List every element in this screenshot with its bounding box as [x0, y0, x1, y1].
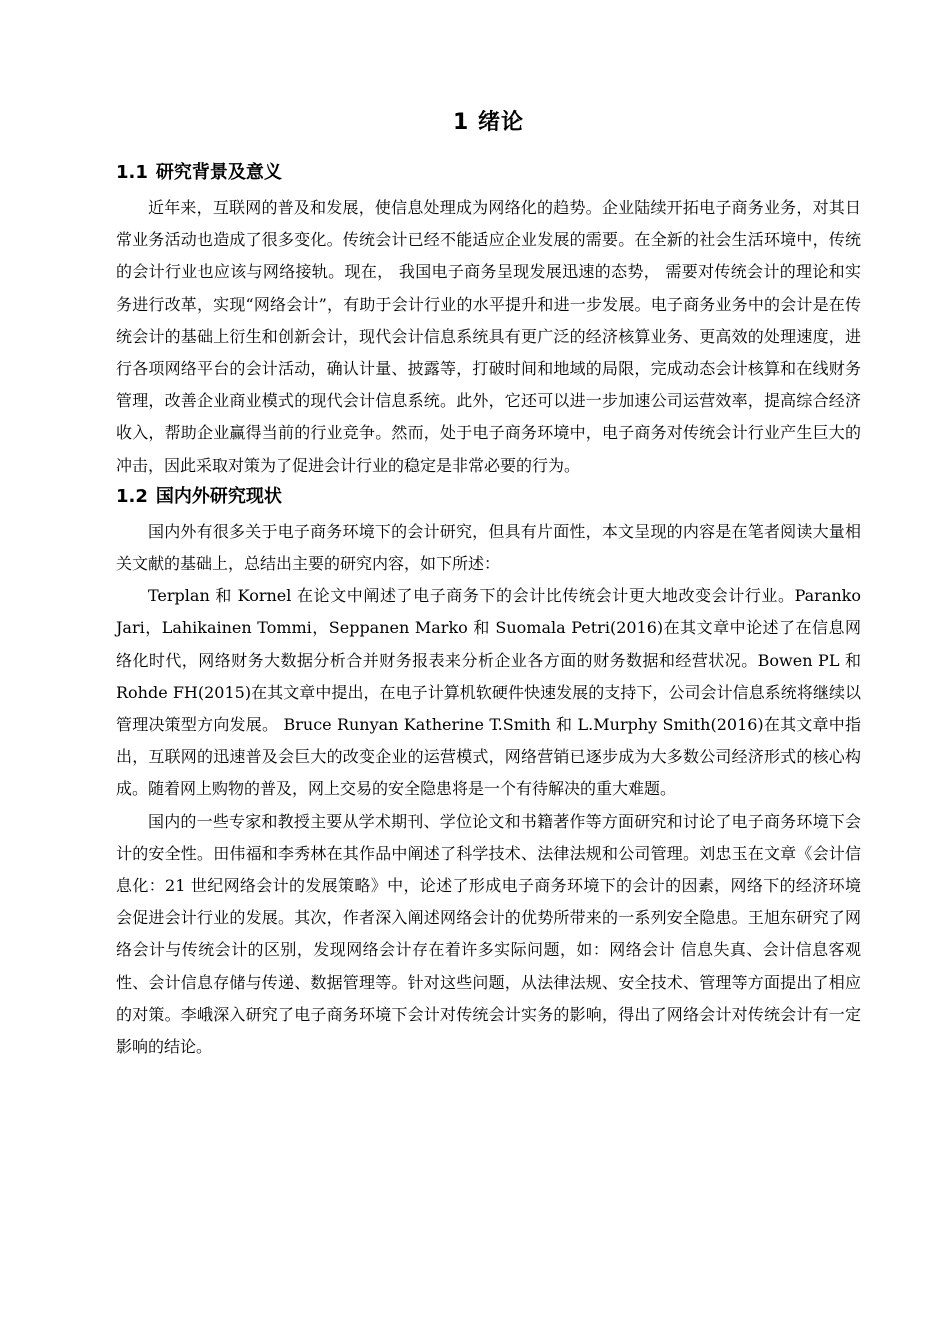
- section-heading: [116, 484, 861, 512]
- paragraph: Terplan 和 Kornel 在论文中阐述了电子商务下的会计比传统会计更大地改变会计行业。Paranko Jari，Lahikainen Tommi，Seppanen Marko 和 Suomala Petri(2016)在其文章中论述了在信息网络化时代，网络财务大数据分析合并财务报表来分析企业各方面的财务数据和经营状况。Bowen PL 和 Rohde FH(2015)在其文章中提出，在电子计算机软硬件快速发展的支持下，公司会计信息系统将继续以管理决策型方向发展。 Bruce Runyan Katherine T.Smith 和 L.Murphy Smith(2016)在其文章中指出，互联网的迅速普及会巨大的改变企业的运营模式，网络营销已逐步成为大多数公司经济形式的核心构成。随着网上购物的普及，网上交易的安全隐患将是一个有待解决的重大难题。: [116, 586, 861, 799]
- section-heading: [116, 160, 861, 188]
- section-title: 研究背景及意义: [155, 162, 282, 183]
- chapter-title: 1 绪论: [453, 110, 524, 135]
- section-title: 国内外研究现状: [155, 485, 282, 507]
- section-number: 1.2: [116, 485, 148, 507]
- section-1-1: [116, 160, 861, 482]
- section-1-2: [116, 484, 861, 1063]
- paragraph: 近年来，互联网的普及和发展，使信息处理成为网络化的趋势。企业陆续开拓电子商务业务，对其日常业务活动也造成了很多变化。传统会计已经不能适应企业发展的需要。在全新的社会生活环境中，传统的会计行业也应该与网络接轨。现在， 我国电子商务呈现发展迅速的态势， 需要对传统会计的理论和实务进行改革，实现“网络会计”，有助于会计行业的水平提升和进一步发展。电子商务业务中的会计是在传统会计的基础上衍生和创新会计，现代会计信息系统具有更广泛的经济核算业务、更高效的处理速度，进行各项网络平台的会计活动，确认计量、披露等，打破时间和地域的局限，完成动态会计核算和在线财务管理，改善企业商业模式的现代会计信息系统。此外，它还可以进一步加速公司运营效率，提高综合经济收入，帮助企业赢得当前的行业竞争。然而，处于电子商务环境中，电子商务对传统会计行业产生巨大的冲击，因此采取对策为了促进会计行业的稳定是非常必要的行为。: [116, 198, 861, 475]
- paragraph: 国内外有很多关于电子商务环境下的会计研究，但具有片面性，本文呈现的内容是在笔者阅读大量相关文献的基础上，总结出主要的研究内容，如下所述：: [116, 521, 861, 574]
- document-page: [116, 108, 861, 1063]
- paragraph: 国内的一些专家和教授主要从学术期刊、学位论文和书籍著作等方面研究和讨论了电子商务环境下会计的安全性。田伟福和李秀林在其作品中阐述了科学技术、法律法规和公司管理。刘忠玉在文章《会计信息化：21 世纪网络会计的发展策略》中，论述了形成电子商务环境下的会计的因素，网络下的经济环境会促进会计行业的发展。其次，作者深入阐述网络会计的优势所带来的一系列安全隐患。王旭东研究了网络会计与传统会计的区别，发现网络会计存在着许多实际问题，如：网络会计 信息失真、会计信息客观性、会计信息存储与传递、数据管理等。针对这些问题，从法律法规、安全技术、管理等方面提出了相应的对策。李峨深入研究了电子商务环境下会计对传统会计实务的影响，得出了网络会计对传统会计有一定影响的结论。: [116, 811, 861, 1057]
- section-number: 1.1: [116, 162, 148, 183]
